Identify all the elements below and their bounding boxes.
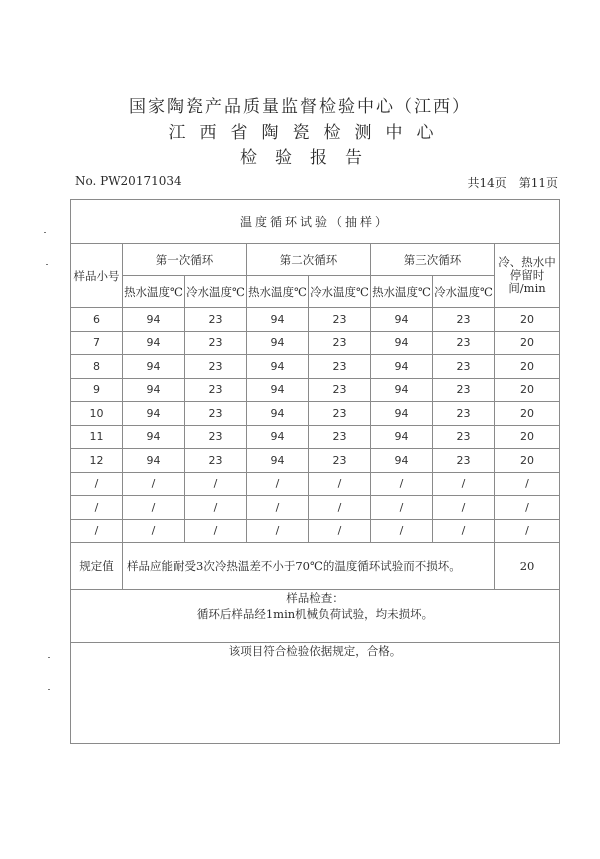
table-cell: 23	[185, 355, 247, 379]
table-cell: /	[433, 519, 495, 543]
header-cold-temp: 冷水温度℃	[309, 276, 371, 308]
test-results-table	[70, 199, 560, 744]
table-cell: /	[71, 519, 123, 543]
table-cell: 23	[309, 308, 371, 332]
table-cell: 94	[123, 331, 185, 355]
table-cell: 23	[433, 331, 495, 355]
header-sample-no: 样品小号	[71, 244, 123, 308]
table-cell: /	[495, 519, 560, 543]
table-cell: /	[433, 496, 495, 520]
table-cell: 23	[309, 331, 371, 355]
table-cell: 11	[71, 425, 123, 449]
table-row	[71, 449, 560, 473]
table-cell: /	[123, 496, 185, 520]
table-cell: 94	[123, 449, 185, 473]
scan-speck	[48, 689, 50, 690]
table-cell: /	[71, 472, 123, 496]
table-cell: /	[371, 519, 433, 543]
header-hot-temp: 热水温度℃	[247, 276, 309, 308]
page-counter: 共14页 第11页	[467, 176, 558, 190]
rule-value: 20	[495, 543, 560, 590]
table-cell: /	[309, 496, 371, 520]
table-cell: /	[371, 472, 433, 496]
table-cell: 20	[495, 355, 560, 379]
table-cell: 23	[433, 308, 495, 332]
table-cell: 94	[247, 331, 309, 355]
table-cell: 12	[71, 449, 123, 473]
table-cell: 94	[123, 378, 185, 402]
table-cell: /	[309, 472, 371, 496]
table-cell: 20	[495, 308, 560, 332]
table-cell: 94	[247, 308, 309, 332]
table-cell: /	[185, 472, 247, 496]
table-cell: 23	[185, 449, 247, 473]
table-cell: 94	[123, 425, 185, 449]
table-cell: 94	[371, 355, 433, 379]
table-cell: 23	[185, 331, 247, 355]
sample-inspection-title: 样品检查：	[286, 591, 344, 605]
table-cell: 9	[71, 378, 123, 402]
table-cell: 6	[71, 308, 123, 332]
header-cycle-1: 第一次循环	[123, 244, 247, 276]
table-cell: /	[123, 472, 185, 496]
table-row	[71, 519, 560, 543]
table-cell: 7	[71, 331, 123, 355]
table-cell: /	[371, 496, 433, 520]
report-number: No. PW20171034	[75, 174, 182, 188]
table-cell: 23	[433, 355, 495, 379]
table-cell: 94	[371, 378, 433, 402]
table-cell: 94	[247, 425, 309, 449]
table-title: 温度循环试验（抽样）	[71, 200, 560, 244]
report-title: 检验报告	[240, 148, 380, 168]
table-cell: /	[185, 519, 247, 543]
table-cell: 20	[495, 449, 560, 473]
table-row	[71, 308, 560, 332]
table-cell: 23	[309, 355, 371, 379]
table-cell: /	[309, 519, 371, 543]
scan-speck	[48, 657, 50, 658]
table-cell: 94	[123, 308, 185, 332]
report-header-line2: 江西省陶瓷检测中心	[168, 123, 448, 143]
table-cell: 94	[247, 355, 309, 379]
table-cell: 94	[247, 378, 309, 402]
table-cell: 8	[71, 355, 123, 379]
table-cell: /	[495, 496, 560, 520]
table-row	[71, 378, 560, 402]
table-cell: 94	[247, 402, 309, 426]
table-cell: 94	[123, 402, 185, 426]
table-cell: 23	[433, 378, 495, 402]
table-cell: /	[247, 472, 309, 496]
table-cell: 23	[309, 378, 371, 402]
header-cold-temp: 冷水温度℃	[185, 276, 247, 308]
table-cell: 94	[371, 331, 433, 355]
table-cell: 23	[185, 425, 247, 449]
table-row	[71, 425, 560, 449]
table-cell: 23	[433, 402, 495, 426]
table-cell: 20	[495, 402, 560, 426]
table-cell: /	[495, 472, 560, 496]
table-cell: /	[247, 519, 309, 543]
table-row	[71, 472, 560, 496]
table-cell: 23	[309, 425, 371, 449]
scan-speck	[46, 264, 48, 265]
table-cell: 23	[185, 402, 247, 426]
table-cell: /	[247, 496, 309, 520]
rule-text: 样品应能耐受3次冷热温差不小于70℃的温度循环试验而不损坏。	[123, 543, 495, 590]
table-row	[71, 402, 560, 426]
table-row	[71, 355, 560, 379]
table-cell: /	[123, 519, 185, 543]
table-cell: /	[185, 496, 247, 520]
header-hot-temp: 热水温度℃	[123, 276, 185, 308]
table-cell: 23	[433, 449, 495, 473]
table-cell: 94	[371, 308, 433, 332]
rule-label: 规定值	[71, 543, 123, 590]
table-cell: 23	[185, 378, 247, 402]
table-cell: 10	[71, 402, 123, 426]
table-cell: 23	[309, 449, 371, 473]
conclusion: 该项目符合检验依据规定，合格。	[71, 643, 560, 744]
report-header-line1: 国家陶瓷产品质量监督检验中心（江西）	[129, 97, 471, 117]
sample-inspection-text: 循环后样品经1min机械负荷试验，均未损坏。	[196, 607, 434, 621]
table-cell: 23	[433, 425, 495, 449]
table-cell: 94	[247, 449, 309, 473]
table-cell: 23	[309, 402, 371, 426]
table-cell: 94	[371, 449, 433, 473]
header-cycle-3: 第三次循环	[371, 244, 495, 276]
header-stay-time: 冷、热水中停留时间/min	[495, 244, 560, 308]
table-cell: 94	[371, 425, 433, 449]
table-cell: 20	[495, 331, 560, 355]
header-cycle-2: 第二次循环	[247, 244, 371, 276]
table-cell: 94	[371, 402, 433, 426]
table-cell: 23	[185, 308, 247, 332]
table-cell: /	[433, 472, 495, 496]
sample-inspection	[71, 590, 560, 643]
table-row	[71, 496, 560, 520]
table-cell: 20	[495, 378, 560, 402]
table-cell: /	[71, 496, 123, 520]
table-row	[71, 331, 560, 355]
header-cold-temp: 冷水温度℃	[433, 276, 495, 308]
header-hot-temp: 热水温度℃	[371, 276, 433, 308]
table-cell: 20	[495, 425, 560, 449]
table-cell: 94	[123, 355, 185, 379]
scan-speck	[44, 232, 46, 233]
